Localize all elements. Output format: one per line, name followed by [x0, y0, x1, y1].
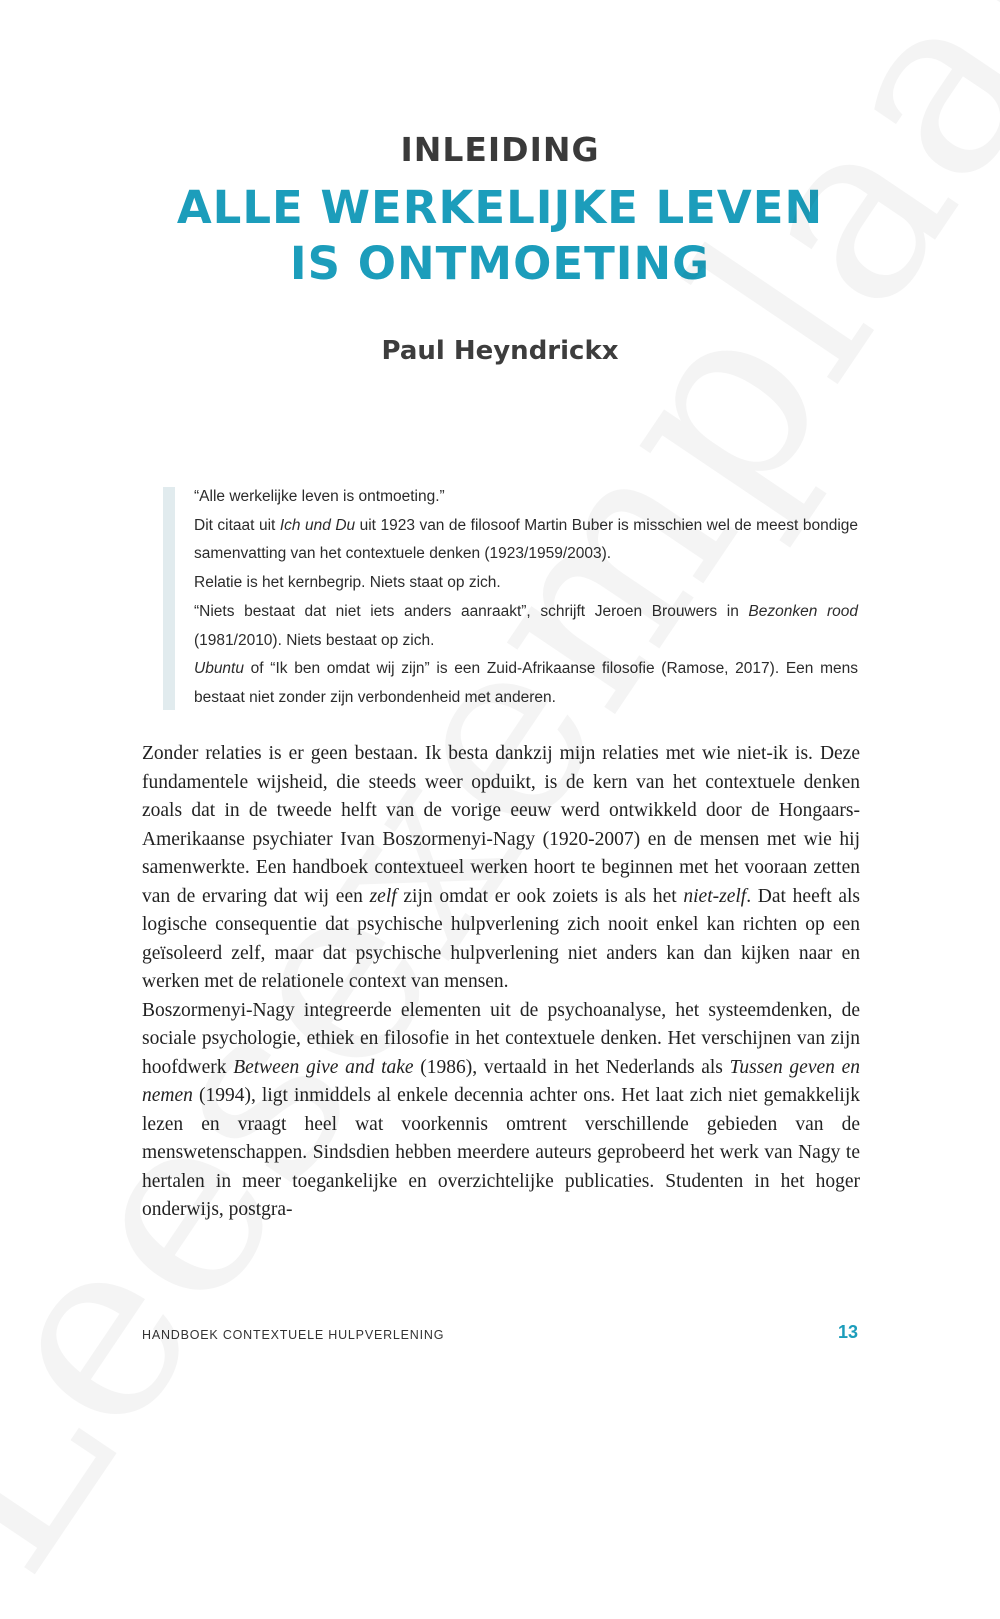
chapter-title-line-1: ALLE WERKELIJKE LEVEN	[176, 181, 824, 234]
page-number: 13	[837, 1322, 858, 1342]
book-title-ich-und-du: Ich und Du	[279, 516, 356, 534]
quote-line: “Alle werkelijke leven is ontmoeting.”	[194, 488, 445, 505]
author-name: Paul Heyndrickx	[381, 336, 619, 366]
chapter-label: INLEIDING	[400, 130, 600, 169]
running-footer-title: HANDBOEK CONTEXTUELE HULPVERLENING	[142, 1328, 445, 1342]
intro-quote-block	[194, 483, 858, 713]
paragraph: Zonder relaties is er geen bestaan. Ik besta dankzij mijn relaties met wie niet-ik is. Deze fundamentele wijsheid, die steeds weer opduikt, is de kern van het contextuele denken zoals dat in de tweede helft van de vorige eeuw werd ontwikkeld door de Hongaars-Amerikaanse psychiater Ivan Boszormenyi-Nagy (1920-2007) en de mensen met wie hij samenwerkte. Een handboek contextueel werken hoort te beginnen met het vooraan zetten van de ervaring dat wij een zelf zijn omdat er ook zoiets is als het niet-zelf. Dat heeft als logische consequentie dat psychische hulpverlening zich nooit enkel kan richten op een geïsoleerd zelf, maar dat psychische hulpverlening niet anders kan dan kijken naar en werken met de relationele context van mensen.	[142, 743, 861, 992]
paragraph: Boszormenyi-Nagy integreerde elementen uit de psychoanalyse, het systeemdenken, de sociale psychologie, ethiek en filosofie in het contextuele denken. Het verschijnen van zijn hoofdwerk Between give and take (1986), vertaald in het Nederlands als Tussen geven en nemen (1994), ligt inmiddels al enkele decennia achter ons. Het laat zich niet gemakkelijk lezen en vraagt heel wat voorkennis omtrent verschillende gebieden van de menswetenschappen. Sindsdien hebben meerdere auteurs geprobeerd het werk van Nagy te hertalen in meer toegankelijke en overzichtelijke publicaties. Studenten in het hoger onderwijs, postgra-	[142, 999, 860, 1220]
term-ubuntu: Ubuntu	[194, 660, 244, 678]
quote-line: Relatie is het kernbegrip. Niets staat op zich.	[194, 574, 501, 592]
quote-line: Ubuntu of “Ik ben omdat wij zijn” is een Zuid-Afrikaanse filosofie (Ramose, 2017). Een mens bestaat niet zonder zijn verbondenheid met anderen.	[194, 660, 858, 706]
book-title-bezonken-rood: Bezonken rood	[748, 602, 858, 620]
quote-line: “Niets bestaat dat niet iets anders aanraakt”, schrijft Jeroen Brouwers in Bezonken rood (1981/2010). Niets bestaat op zich.	[194, 602, 858, 649]
chapter-title-line-2: IS ONTMOETING	[289, 237, 711, 290]
body-text	[142, 740, 860, 1225]
quote-line: Dit citaat uit Ich und Du uit 1923 van de filosoof Martin Buber is misschien wel de meest bondige samenvatting van het contextuele denken (1923/1959/2003).	[194, 516, 858, 563]
chapter-title	[0, 180, 1000, 292]
quote-bar	[163, 487, 175, 710]
